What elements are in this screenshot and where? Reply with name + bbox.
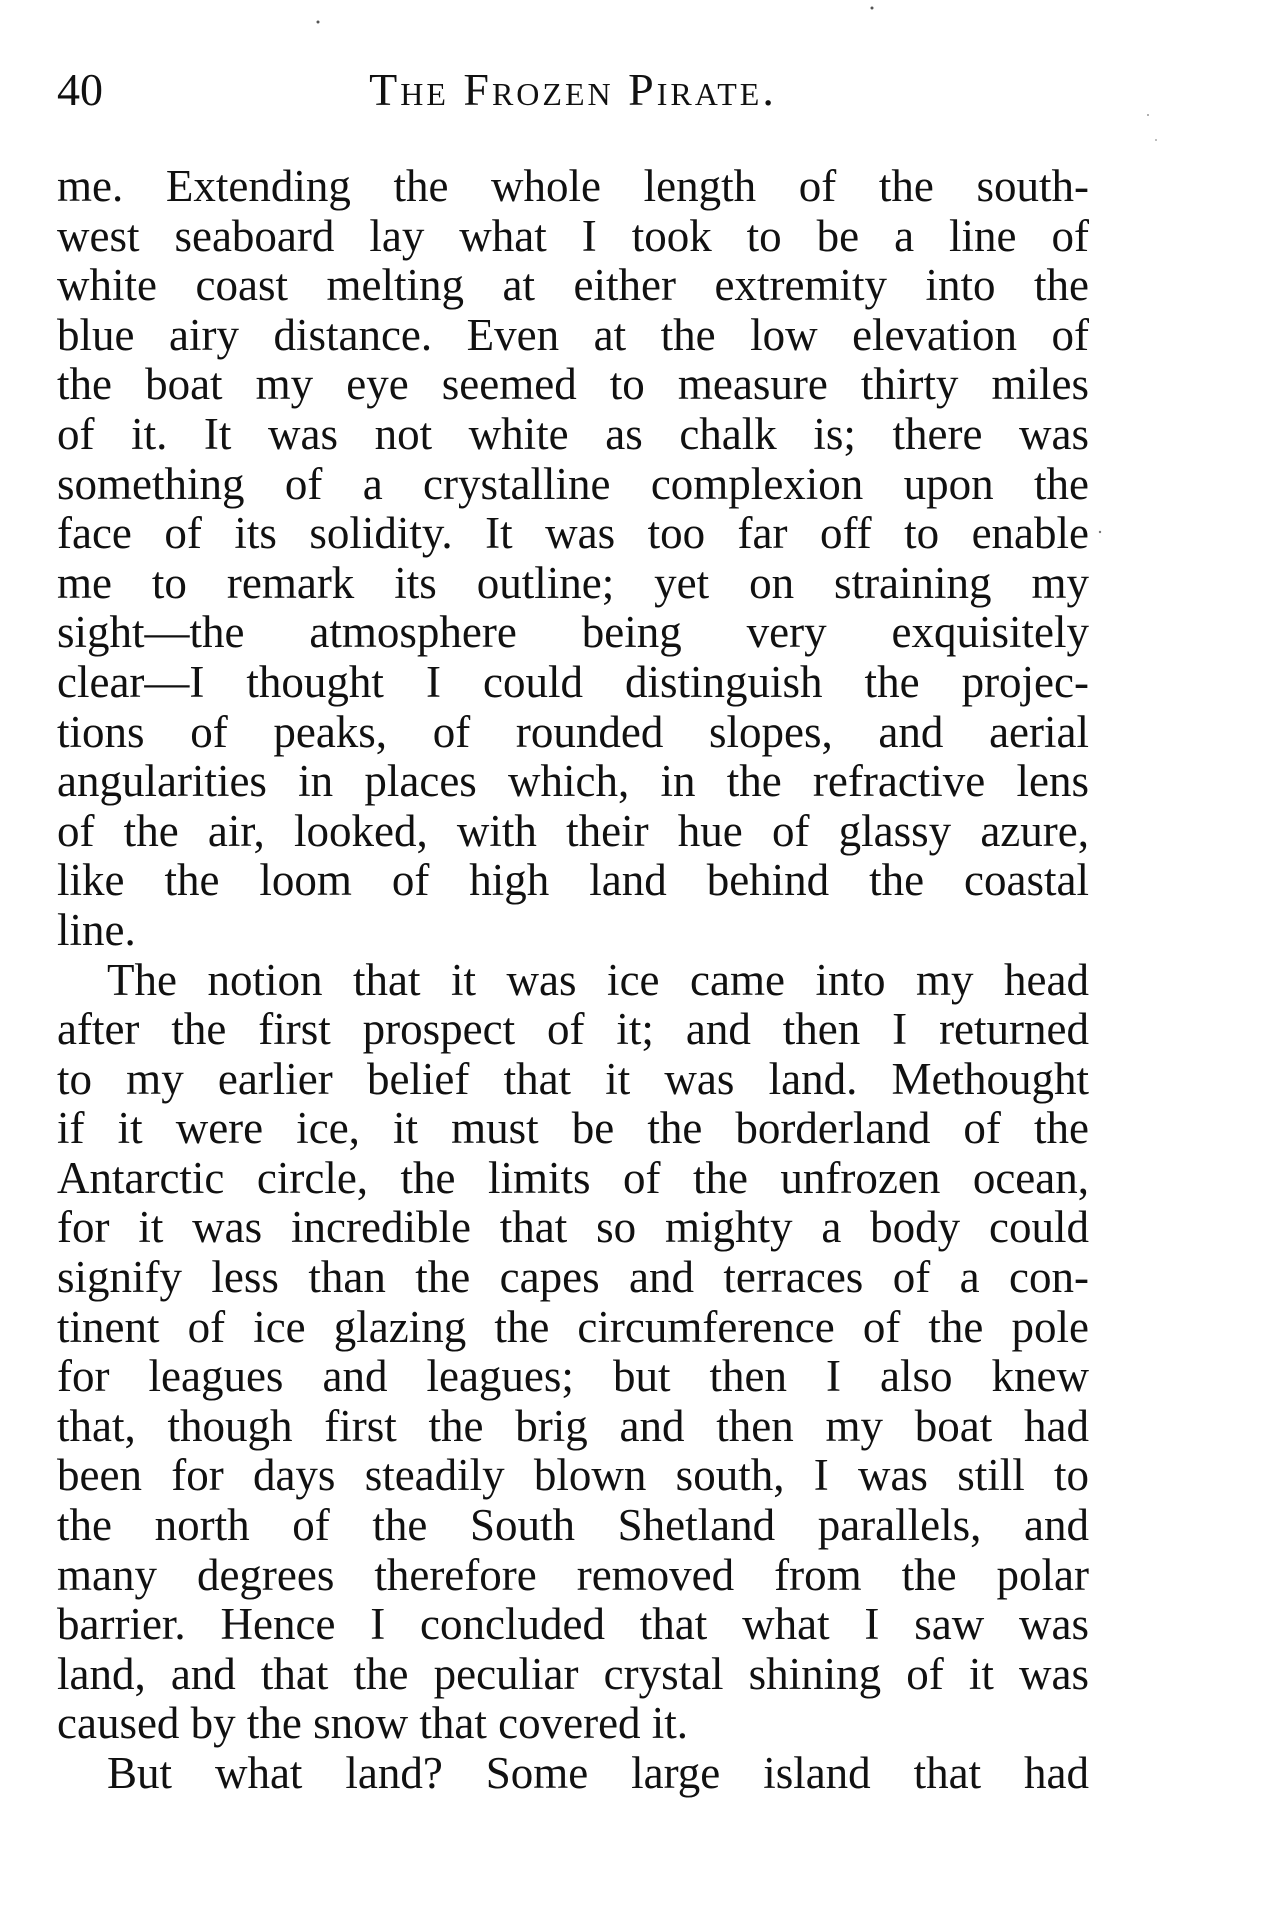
text-line: many degrees therefore removed from the polar [57,1550,1089,1600]
body-text [57,162,1089,1799]
text-line: been for days steadily blown south, I was still to [57,1451,1089,1501]
text-line: the north of the South Shetland parallels, and [57,1501,1089,1551]
text-line: sight—the atmosphere being very exquisitely [57,608,1089,658]
text-line: if it were ice, it must be the borderland of the [57,1104,1089,1154]
text-line: for it was incredible that so mighty a body could [57,1203,1089,1253]
text-line: blue airy distance. Even at the low elevation of [57,310,1089,360]
text-line: after the first prospect of it; and then I returned [57,1005,1089,1055]
text-line: like the loom of high land behind the coastal [57,856,1089,906]
text-line: that, though first the brig and then my boat had [57,1401,1089,1451]
text-line: for leagues and leagues; but then I also knew [57,1352,1089,1402]
text-line: me. Extending the whole length of the south- [57,162,1089,211]
text-line: face of its solidity. It was too far off to enable [57,509,1089,559]
text-line: caused by the snow that covered it. [57,1699,689,1749]
text-line: the boat my eye seemed to measure thirty miles [57,360,1089,410]
text-line: But what land? Some large island that had [107,1749,1089,1798]
text-line: signify less than the capes and terraces of a con- [57,1253,1089,1303]
text-line: tions of peaks, of rounded slopes, and aerial [57,707,1089,757]
text-line: white coast melting at either extremity into the [57,261,1089,311]
text-line: something of a crystalline complexion upon the [57,459,1089,509]
page-number: 40 [57,64,103,115]
text-line: clear—I thought I could distinguish the projec- [57,657,1089,707]
running-head [57,60,1089,120]
book-title: The Frozen Pirate. [369,64,777,115]
text-line: barrier. Hence I concluded that what I saw was [57,1600,1089,1650]
text-line: The notion that it was ice came into my head [107,955,1089,1005]
text-line: of the air, looked, with their hue of glassy azure, [57,806,1089,856]
text-line: of it. It was not white as chalk is; there was [57,409,1089,459]
text-line: tinent of ice glazing the circumference of the pole [57,1302,1089,1352]
text-line: to my earlier belief that it was land. Methought [57,1054,1089,1104]
text-line: me to remark its outline; yet on straining my [57,558,1089,608]
text-line: west seaboard lay what I took to be a line of [57,211,1089,261]
text-line: angularities in places which, in the refractive lens [57,757,1089,807]
text-line: line. [57,905,136,955]
text-line: land, and that the peculiar crystal shining of it was [57,1649,1089,1699]
text-line: Antarctic circle, the limits of the unfrozen ocean, [57,1153,1089,1203]
